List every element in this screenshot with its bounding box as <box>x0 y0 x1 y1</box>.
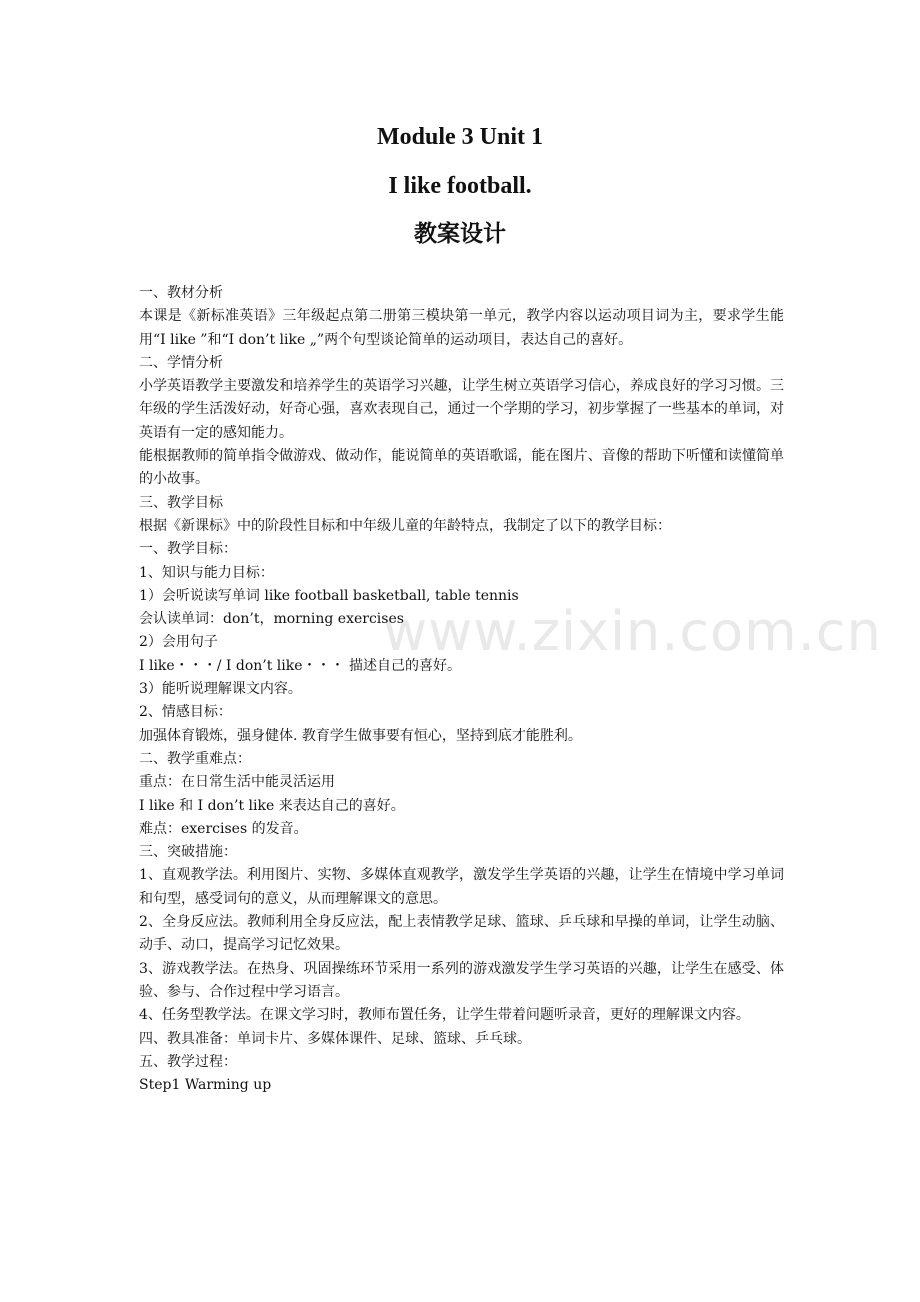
section-heading-material: 一、教材分析 <box>139 285 223 301</box>
objectives-intro: 根据《新课标》中的阶段性目标和中年级儿童的年龄特点，我制定了以下的教学目标： <box>139 517 671 534</box>
method-task-based: 4、任务型教学法。在课文学习时，教师布置任务，让学生带着问题听录音，更好的理解课文内容。 <box>139 1007 750 1024</box>
lesson-plan-title: 教案设计 <box>414 221 506 247</box>
key-points-heading: 二、教学重难点： <box>139 750 251 767</box>
material-analysis-text: 本课是《新标准英语》三年级起点第二册第三模块第一单元，教学内容以运动项目词为主，要求学生能用“I like ”和“I don’t like „”两个句型谈论简单的运动项目，表达自己的喜好。 <box>139 308 784 348</box>
section-heading-objectives: 三、教学目标 <box>139 494 223 511</box>
section-heading-students: 二、学情分析 <box>139 354 223 371</box>
process-heading: 五、教学过程： <box>139 1053 237 1070</box>
method-games: 3、游戏教学法。在热身、巩固操练环节采用一系列的游戏激发学生学习英语的兴趣，让学生在感受、体验、参与、合作过程中学习语言。 <box>139 960 784 1000</box>
sentence-goal: 2）会用句子 <box>139 634 218 651</box>
recognition-words: 会认读单词：don’t，morning exercises <box>139 611 404 628</box>
key-point: 重点：在日常生活中能灵活运用 <box>139 774 335 791</box>
vocabulary-goal: 1）会听说读写单词 like football basketball, table tennis <box>139 587 519 604</box>
document-body <box>139 282 784 1097</box>
method-tpr: 2、全身反应法。教师利用全身反应法，配上表情教学足球、篮球、乒乓球和早操的单词，让学生动脑、动手、动口，提高学习记忆效果。 <box>139 914 784 954</box>
emotion-goal-text: 加强体育锻炼，强身健体. 教育学生做事要有恒心，坚持到底才能胜利。 <box>139 727 582 744</box>
key-point-detail: I like 和 I don’t like 来表达自己的喜好。 <box>139 797 405 814</box>
teaching-goals-heading: 一、教学目标： <box>139 541 237 558</box>
emotion-goal-heading: 2、情感目标： <box>139 704 232 721</box>
module-title: Module 3 Unit 1 <box>376 124 543 150</box>
step-1: Step1 Warming up <box>139 1077 272 1094</box>
method-intuitive: 1、直观教学法。利用图片、实物、多媒体直观教学，激发学生学英语的兴趣，让学生在情境中学习单词和句型，感受词句的意义，从而理解课文的意思。 <box>139 867 784 907</box>
sentence-pattern: I like・・・/ I don’t like・・・ 描述自己的喜好。 <box>139 657 461 674</box>
student-analysis-text-1: 小学英语教学主要激发和培养学生的英语学习兴趣，让学生树立英语学习信心，养成良好的学习习惯。三年级的学生活泼好动，好奇心强，喜欢表现自己，通过一个学期的学习，初步掌握了一些基本的单词，对英语有一定的感知能力。 <box>139 378 784 441</box>
knowledge-goal-heading: 1、知识与能力目标： <box>139 564 274 581</box>
teaching-aids: 四、教具准备：单词卡片、多媒体课件、足球、篮球、乒乓球。 <box>139 1030 531 1047</box>
methods-heading: 三、突破措施： <box>139 844 237 861</box>
student-analysis-text-2: 能根据教师的简单指令做游戏、做动作，能说简单的英语歌谣，能在图片、音像的帮助下听懂和读懂简单的小故事。 <box>139 448 784 488</box>
text-comprehension-goal: 3）能听说理解课文内容。 <box>139 681 302 698</box>
difficult-point: 难点：exercises 的发音。 <box>139 820 308 837</box>
lesson-title: I like football. <box>388 173 532 199</box>
watermark: www.zixin.com.cn <box>383 600 882 663</box>
